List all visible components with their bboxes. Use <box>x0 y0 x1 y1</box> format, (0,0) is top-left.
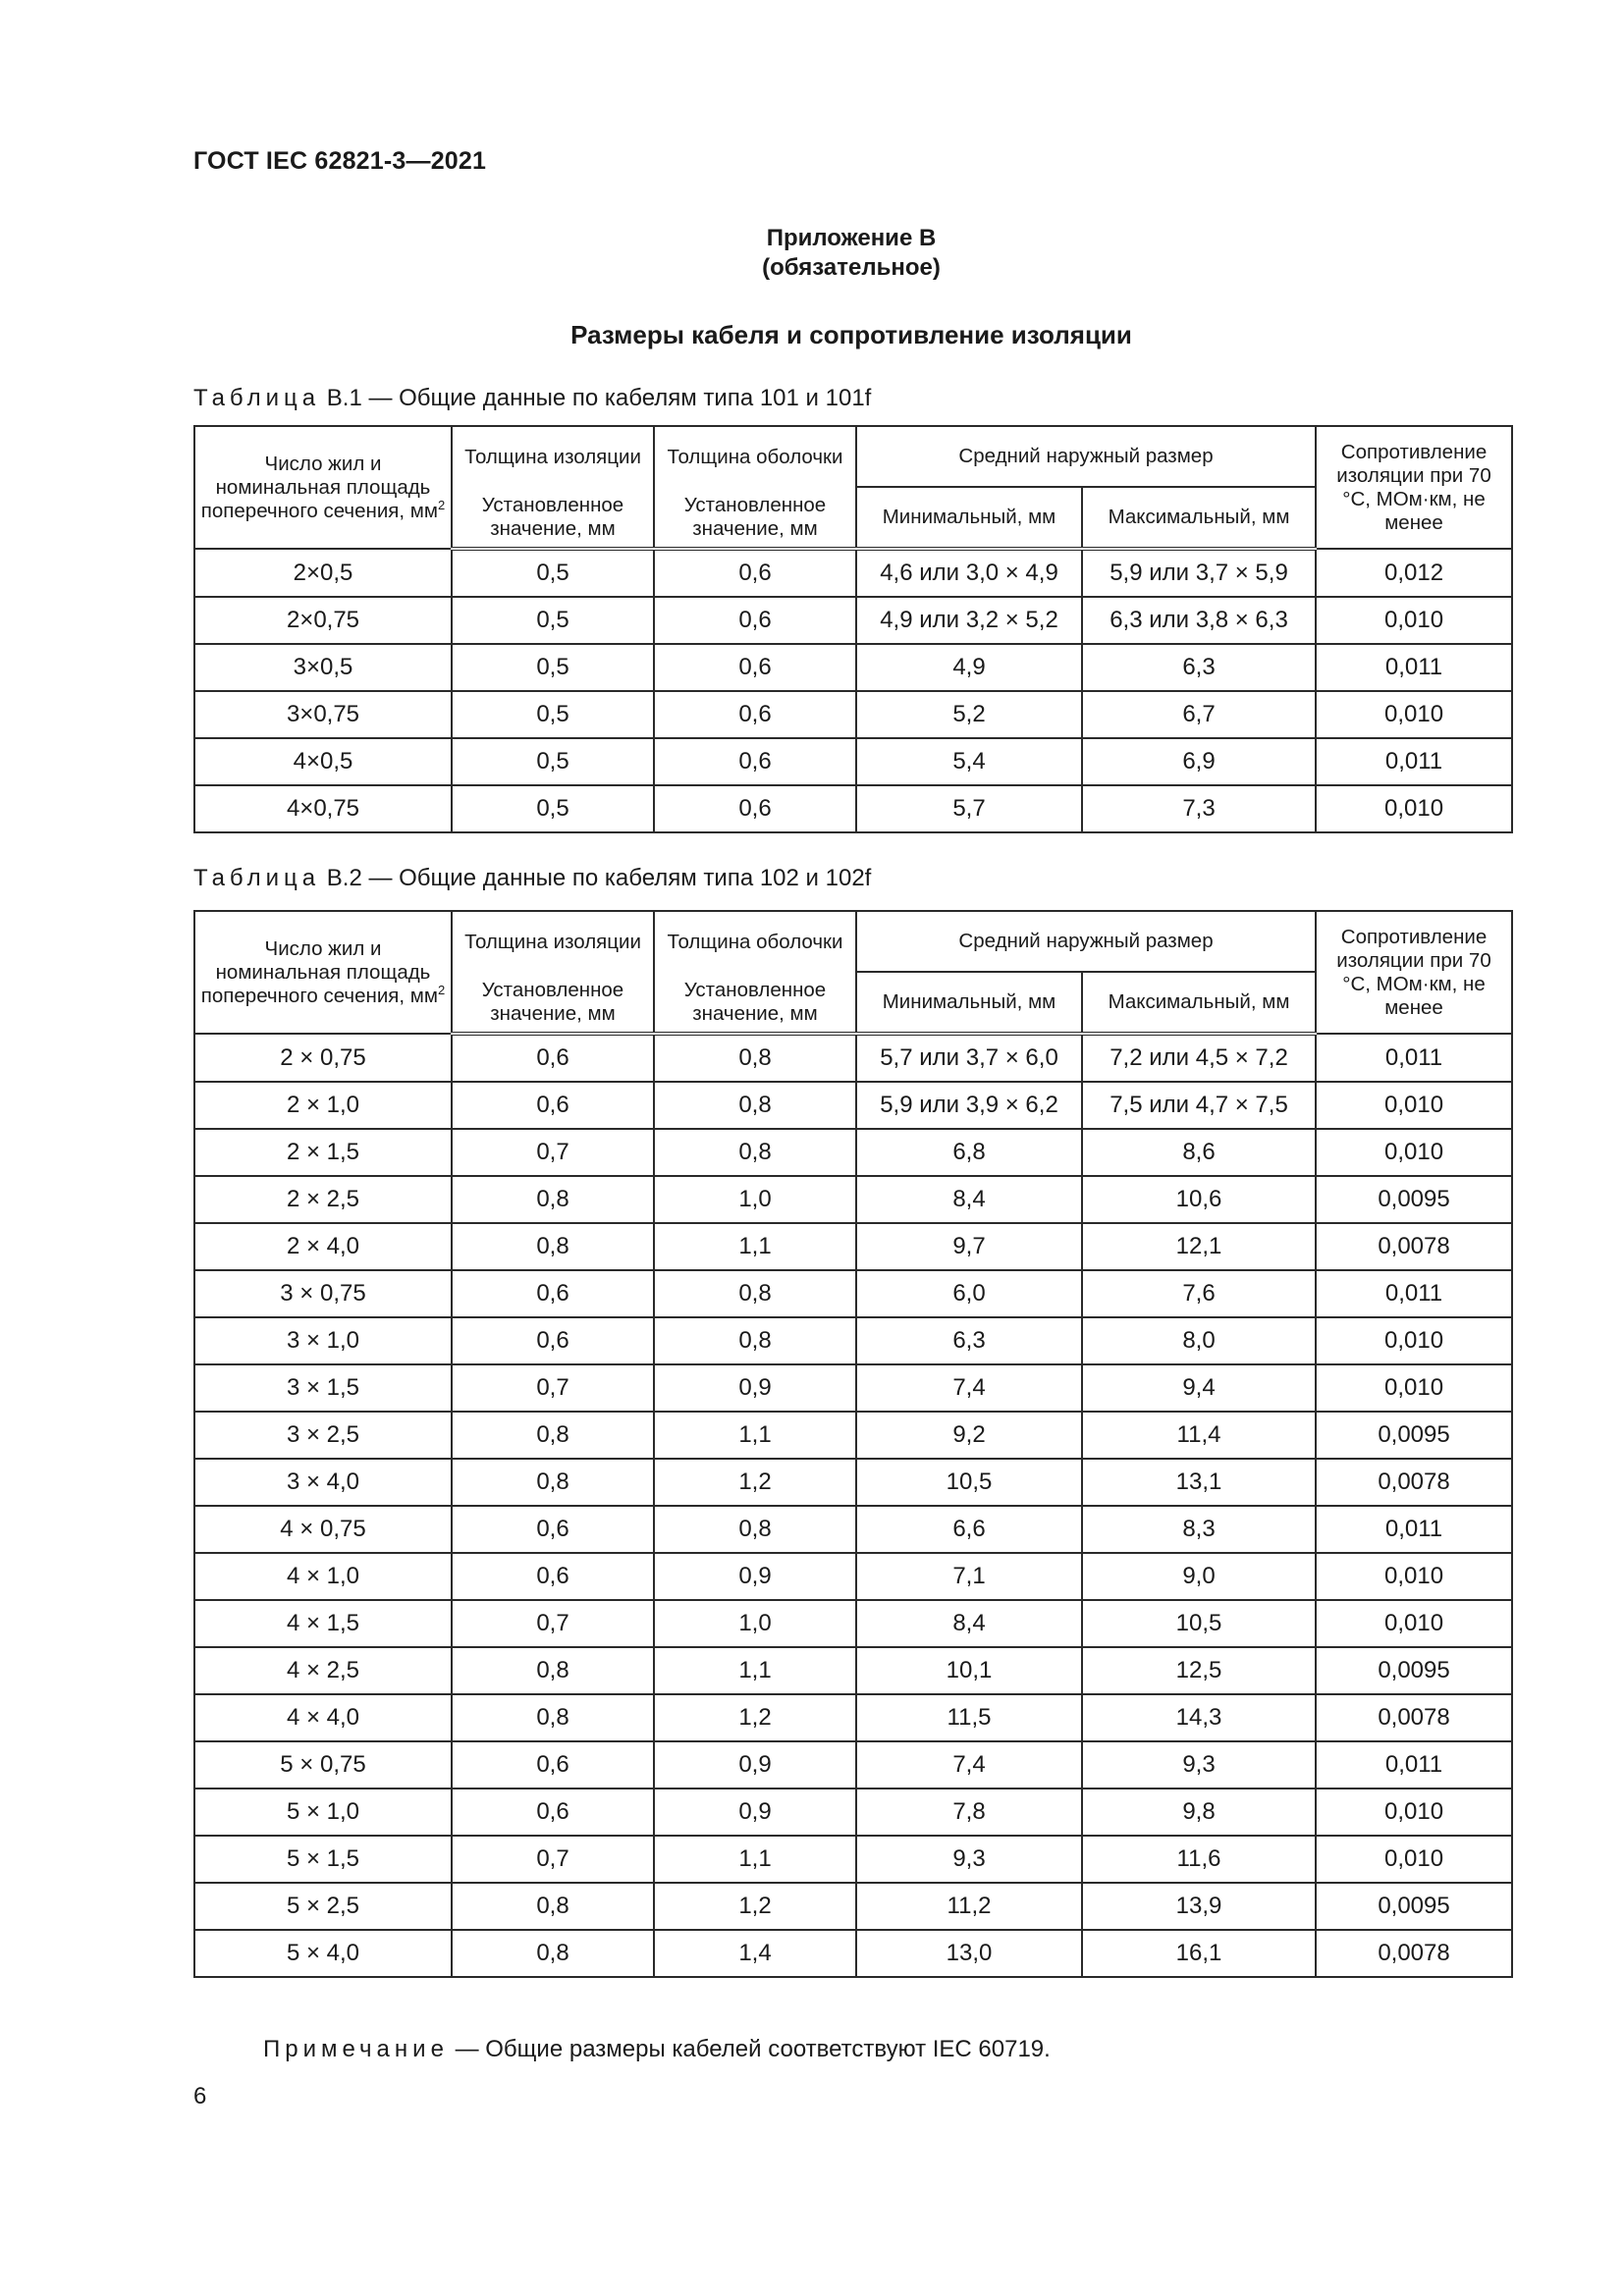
cell-outer-max: 7,6 <box>1082 1270 1316 1317</box>
cell-outer-max: 16,1 <box>1082 1930 1316 1977</box>
cell-outer-min: 6,8 <box>856 1129 1082 1176</box>
cell-outer-max: 6,7 <box>1082 691 1316 738</box>
cell-cores: 2×0,5 <box>194 549 452 597</box>
cell-insulation: 0,7 <box>452 1836 654 1883</box>
table-row <box>194 691 1512 738</box>
header-insulation: Толщина изоляции <box>452 911 654 972</box>
cell-cores: 2 × 1,0 <box>194 1082 452 1129</box>
cell-resistance: 0,012 <box>1316 549 1512 597</box>
table-row <box>194 597 1512 644</box>
cell-cores: 3 × 0,75 <box>194 1270 452 1317</box>
cell-cores: 4 × 4,0 <box>194 1694 452 1741</box>
cell-insulation: 0,5 <box>452 738 654 785</box>
table-row <box>194 1930 1512 1977</box>
cell-sheath: 0,6 <box>654 549 856 597</box>
table-b1 <box>193 425 1513 833</box>
cell-outer-max: 13,1 <box>1082 1459 1316 1506</box>
cell-outer-max: 9,0 <box>1082 1553 1316 1600</box>
cell-outer-min: 7,8 <box>856 1789 1082 1836</box>
cell-outer-max: 13,9 <box>1082 1883 1316 1930</box>
annex-title: Приложение В <box>766 225 937 251</box>
header-insulation-sub: Установленное значение, мм <box>452 972 654 1034</box>
cell-outer-max: 11,6 <box>1082 1836 1316 1883</box>
cell-sheath: 1,0 <box>654 1600 856 1647</box>
cell-cores: 5 × 4,0 <box>194 1930 452 1977</box>
cell-resistance: 0,010 <box>1316 1129 1512 1176</box>
cell-resistance: 0,010 <box>1316 1082 1512 1129</box>
cell-resistance: 0,0095 <box>1316 1412 1512 1459</box>
cell-outer-min: 13,0 <box>856 1930 1082 1977</box>
cell-resistance: 0,0095 <box>1316 1176 1512 1223</box>
cell-resistance: 0,0078 <box>1316 1930 1512 1977</box>
cell-outer-min: 11,5 <box>856 1694 1082 1741</box>
table-b2-caption <box>193 865 871 892</box>
cell-sheath: 0,8 <box>654 1129 856 1176</box>
header-sheath-sub: Установленное значение, мм <box>654 972 856 1034</box>
cell-sheath: 1,1 <box>654 1223 856 1270</box>
table-row <box>194 1741 1512 1789</box>
cell-outer-min: 4,9 <box>856 644 1082 691</box>
cell-outer-max: 8,3 <box>1082 1506 1316 1553</box>
cell-insulation: 0,6 <box>452 1789 654 1836</box>
cell-outer-min: 5,9 или 3,9 × 6,2 <box>856 1082 1082 1129</box>
cell-insulation: 0,7 <box>452 1364 654 1412</box>
table-row <box>194 1176 1512 1223</box>
header-resistance: Сопротивление изоляции при 70 °C, МОм·км, не менее <box>1316 911 1512 1034</box>
cell-sheath: 0,6 <box>654 738 856 785</box>
cell-resistance: 0,011 <box>1316 1506 1512 1553</box>
table-row <box>194 1223 1512 1270</box>
cell-sheath: 1,2 <box>654 1883 856 1930</box>
cell-resistance: 0,011 <box>1316 644 1512 691</box>
cell-resistance: 0,010 <box>1316 597 1512 644</box>
cell-resistance: 0,011 <box>1316 1741 1512 1789</box>
header-outer-max: Максимальный, мм <box>1082 487 1316 549</box>
cell-outer-min: 5,7 или 3,7 × 6,0 <box>856 1034 1082 1082</box>
cell-insulation: 0,6 <box>452 1741 654 1789</box>
note-prefix: Примечание <box>263 2036 449 2062</box>
cell-cores: 3 × 1,5 <box>194 1364 452 1412</box>
cell-sheath: 0,8 <box>654 1082 856 1129</box>
cell-insulation: 0,6 <box>452 1270 654 1317</box>
cell-insulation: 0,6 <box>452 1082 654 1129</box>
cell-outer-min: 6,6 <box>856 1506 1082 1553</box>
cell-outer-min: 7,1 <box>856 1553 1082 1600</box>
cell-insulation: 0,8 <box>452 1412 654 1459</box>
table-row <box>194 1694 1512 1741</box>
table-b1-caption-prefix: Таблица <box>193 385 321 411</box>
cell-insulation: 0,8 <box>452 1694 654 1741</box>
cell-insulation: 0,6 <box>452 1553 654 1600</box>
cell-outer-min: 10,5 <box>856 1459 1082 1506</box>
table-b2-caption-prefix: Таблица <box>193 865 321 891</box>
header-cores: Число жил и номинальная площадь поперечного сечения, $мм^2$ <box>194 911 452 1034</box>
table-row <box>194 1883 1512 1930</box>
cell-cores: 4 × 1,5 <box>194 1600 452 1647</box>
cell-outer-max: 9,3 <box>1082 1741 1316 1789</box>
cell-sheath: 0,8 <box>654 1034 856 1082</box>
header-sheath-sub: Установленное значение, мм <box>654 487 856 549</box>
cell-outer-min: 8,4 <box>856 1176 1082 1223</box>
cell-resistance: 0,010 <box>1316 1553 1512 1600</box>
header-insulation-sub: Установленное значение, мм <box>452 487 654 549</box>
table-b2-body <box>194 1034 1512 1977</box>
table-row <box>194 1600 1512 1647</box>
cell-outer-max: 6,3 или 3,8 × 6,3 <box>1082 597 1316 644</box>
table-row <box>194 1506 1512 1553</box>
cell-cores: 5 × 1,0 <box>194 1789 452 1836</box>
header-outer-min: Минимальный, мм <box>856 487 1082 549</box>
cell-insulation: 0,8 <box>452 1883 654 1930</box>
cell-sheath: 0,8 <box>654 1506 856 1553</box>
cell-outer-max: 11,4 <box>1082 1412 1316 1459</box>
document-header: ГОСТ IEC 62821-3—2021 <box>193 147 487 175</box>
table-row <box>194 1647 1512 1694</box>
cell-insulation: 0,8 <box>452 1459 654 1506</box>
cell-sheath: 0,6 <box>654 785 856 832</box>
table-row <box>194 1129 1512 1176</box>
cell-outer-max: 12,5 <box>1082 1647 1316 1694</box>
cell-resistance: 0,0095 <box>1316 1883 1512 1930</box>
cell-sheath: 1,1 <box>654 1647 856 1694</box>
table-row <box>194 785 1512 832</box>
table-b1-caption <box>193 385 871 412</box>
table-row <box>194 1317 1512 1364</box>
cell-sheath: 0,9 <box>654 1741 856 1789</box>
table-note <box>263 2036 1051 2063</box>
cell-resistance: 0,010 <box>1316 1364 1512 1412</box>
cell-insulation: 0,7 <box>452 1129 654 1176</box>
cell-outer-min: 11,2 <box>856 1883 1082 1930</box>
table-row <box>194 644 1512 691</box>
header-sheath: Толщина оболочки <box>654 911 856 972</box>
cell-cores: 5 × 0,75 <box>194 1741 452 1789</box>
table-b1-caption-text: В.1 — Общие данные по кабелям типа 101 и 101f <box>320 385 872 411</box>
cell-insulation: 0,7 <box>452 1600 654 1647</box>
cell-outer-min: 9,3 <box>856 1836 1082 1883</box>
cell-outer-min: 4,6 или 3,0 × 4,9 <box>856 549 1082 597</box>
cell-outer-max: 7,3 <box>1082 785 1316 832</box>
table-row <box>194 1270 1512 1317</box>
cell-cores: 2×0,75 <box>194 597 452 644</box>
cell-sheath: 1,1 <box>654 1836 856 1883</box>
cell-cores: 4 × 1,0 <box>194 1553 452 1600</box>
table-row <box>194 1789 1512 1836</box>
cell-cores: 3×0,5 <box>194 644 452 691</box>
cell-outer-max: 9,8 <box>1082 1789 1316 1836</box>
cell-insulation: 0,5 <box>452 549 654 597</box>
cell-insulation: 0,6 <box>452 1317 654 1364</box>
cell-sheath: 1,4 <box>654 1930 856 1977</box>
cell-insulation: 0,6 <box>452 1506 654 1553</box>
cell-outer-max: 10,6 <box>1082 1176 1316 1223</box>
cell-outer-max: 7,5 или 4,7 × 7,5 <box>1082 1082 1316 1129</box>
cell-sheath: 0,9 <box>654 1364 856 1412</box>
cell-resistance: 0,0078 <box>1316 1459 1512 1506</box>
cell-resistance: 0,010 <box>1316 691 1512 738</box>
cell-resistance: 0,010 <box>1316 1836 1512 1883</box>
cell-outer-min: 7,4 <box>856 1741 1082 1789</box>
cell-insulation: 0,8 <box>452 1647 654 1694</box>
table-row <box>194 1836 1512 1883</box>
cell-outer-max: 12,1 <box>1082 1223 1316 1270</box>
cell-resistance: 0,010 <box>1316 785 1512 832</box>
cell-outer-min: 10,1 <box>856 1647 1082 1694</box>
table-row <box>194 549 1512 597</box>
cell-outer-min: 5,4 <box>856 738 1082 785</box>
cell-outer-min: 4,9 или 3,2 × 5,2 <box>856 597 1082 644</box>
cell-cores: 4×0,75 <box>194 785 452 832</box>
cell-resistance: 0,011 <box>1316 738 1512 785</box>
cell-resistance: 0,010 <box>1316 1317 1512 1364</box>
cell-insulation: 0,5 <box>452 597 654 644</box>
cell-insulation: 0,5 <box>452 644 654 691</box>
cell-resistance: 0,010 <box>1316 1600 1512 1647</box>
table-b2-caption-text: В.2 — Общие данные по кабелям типа 102 и 102f <box>320 865 872 891</box>
cell-outer-min: 8,4 <box>856 1600 1082 1647</box>
cell-outer-min: 9,2 <box>856 1412 1082 1459</box>
cell-sheath: 0,6 <box>654 691 856 738</box>
cell-cores: 2 × 1,5 <box>194 1129 452 1176</box>
header-insulation: Толщина изоляции <box>452 426 654 487</box>
cell-cores: 2 × 2,5 <box>194 1176 452 1223</box>
header-cores: Число жил и номинальная площадь поперечного сечения, $мм^2$ <box>194 426 452 549</box>
cell-outer-max: 14,3 <box>1082 1694 1316 1741</box>
cell-outer-max: 8,0 <box>1082 1317 1316 1364</box>
cell-outer-max: 6,3 <box>1082 644 1316 691</box>
cell-cores: 2 × 0,75 <box>194 1034 452 1082</box>
table-row <box>194 1364 1512 1412</box>
cell-outer-max: 6,9 <box>1082 738 1316 785</box>
cell-sheath: 0,6 <box>654 644 856 691</box>
cell-insulation: 0,8 <box>452 1176 654 1223</box>
cell-cores: 5 × 1,5 <box>194 1836 452 1883</box>
cell-cores: 3 × 2,5 <box>194 1412 452 1459</box>
cell-resistance: 0,011 <box>1316 1034 1512 1082</box>
cell-sheath: 0,8 <box>654 1270 856 1317</box>
cell-outer-min: 6,0 <box>856 1270 1082 1317</box>
cell-sheath: 1,0 <box>654 1176 856 1223</box>
cell-outer-max: 8,6 <box>1082 1129 1316 1176</box>
cell-outer-min: 5,7 <box>856 785 1082 832</box>
table-row <box>194 1082 1512 1129</box>
cell-outer-min: 9,7 <box>856 1223 1082 1270</box>
cell-sheath: 1,2 <box>654 1694 856 1741</box>
header-outer-size: Средний наружный размер <box>856 911 1316 972</box>
cell-insulation: 0,6 <box>452 1034 654 1082</box>
cell-cores: 3 × 4,0 <box>194 1459 452 1506</box>
note-text: — Общие размеры кабелей соответствуют IEC 60719. <box>448 2036 1051 2062</box>
cell-resistance: 0,0078 <box>1316 1223 1512 1270</box>
cell-insulation: 0,8 <box>452 1930 654 1977</box>
table-row <box>194 1553 1512 1600</box>
cell-sheath: 0,9 <box>654 1553 856 1600</box>
cell-outer-max: 5,9 или 3,7 × 5,9 <box>1082 549 1316 597</box>
table-row <box>194 1034 1512 1082</box>
cell-outer-min: 5,2 <box>856 691 1082 738</box>
cell-insulation: 0,5 <box>452 785 654 832</box>
cell-cores: 3 × 1,0 <box>194 1317 452 1364</box>
table-b1-body <box>194 549 1512 832</box>
page-number: 6 <box>193 2083 207 2109</box>
cell-cores: 4×0,5 <box>194 738 452 785</box>
section-title: Размеры кабеля и сопротивление изоляции <box>570 320 1132 349</box>
table-b2 <box>193 910 1513 1978</box>
cell-cores: 2 × 4,0 <box>194 1223 452 1270</box>
cell-resistance: 0,010 <box>1316 1789 1512 1836</box>
cell-sheath: 0,9 <box>654 1789 856 1836</box>
cell-cores: 3×0,75 <box>194 691 452 738</box>
cell-insulation: 0,5 <box>452 691 654 738</box>
cell-outer-min: 7,4 <box>856 1364 1082 1412</box>
cell-sheath: 1,2 <box>654 1459 856 1506</box>
cell-cores: 4 × 0,75 <box>194 1506 452 1553</box>
cell-resistance: 0,0078 <box>1316 1694 1512 1741</box>
cell-outer-max: 9,4 <box>1082 1364 1316 1412</box>
table-row <box>194 1412 1512 1459</box>
header-outer-max: Максимальный, мм <box>1082 972 1316 1034</box>
cell-outer-min: 6,3 <box>856 1317 1082 1364</box>
annex-status: (обязательное) <box>762 254 941 281</box>
cell-sheath: 0,6 <box>654 597 856 644</box>
cell-cores: 5 × 2,5 <box>194 1883 452 1930</box>
cell-outer-max: 7,2 или 4,5 × 7,2 <box>1082 1034 1316 1082</box>
header-sheath: Толщина оболочки <box>654 426 856 487</box>
cell-insulation: 0,8 <box>452 1223 654 1270</box>
cell-resistance: 0,011 <box>1316 1270 1512 1317</box>
header-outer-size: Средний наружный размер <box>856 426 1316 487</box>
header-resistance: Сопротивление изоляции при 70 °C, МОм·км, не менее <box>1316 426 1512 549</box>
cell-cores: 4 × 2,5 <box>194 1647 452 1694</box>
cell-resistance: 0,0095 <box>1316 1647 1512 1694</box>
cell-sheath: 0,8 <box>654 1317 856 1364</box>
cell-sheath: 1,1 <box>654 1412 856 1459</box>
table-row <box>194 1459 1512 1506</box>
cell-outer-max: 10,5 <box>1082 1600 1316 1647</box>
header-outer-min: Минимальный, мм <box>856 972 1082 1034</box>
table-row <box>194 738 1512 785</box>
